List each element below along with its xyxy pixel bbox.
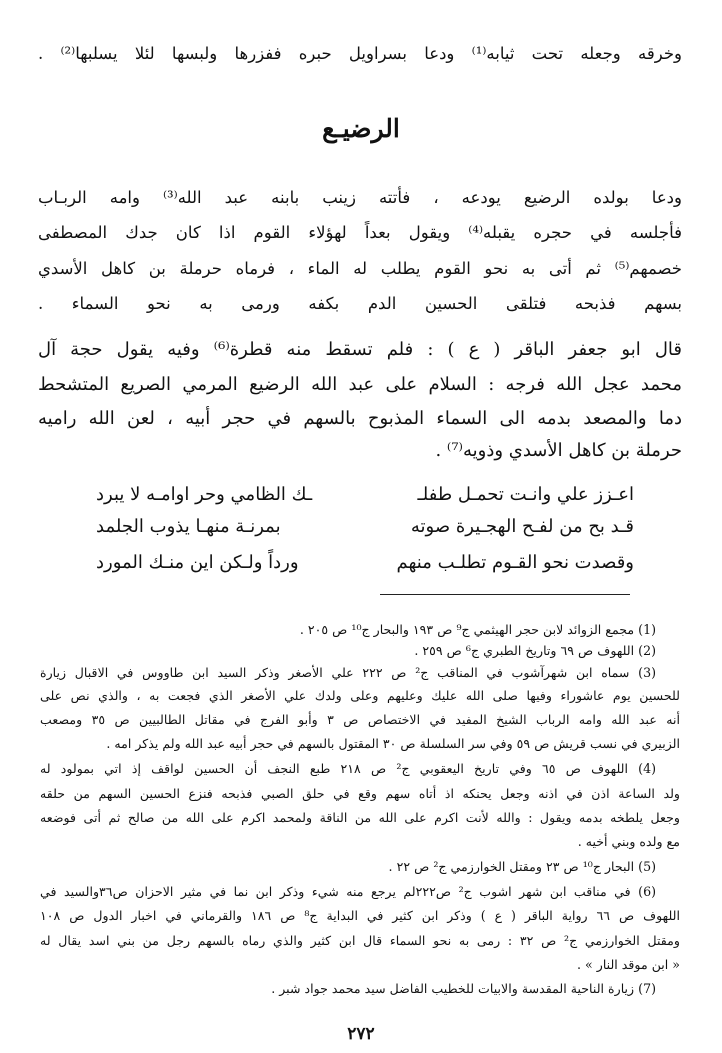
verse-second-hemistich: ورداً ولـكن اين منـك المورد	[96, 552, 299, 573]
page-number: ٢٧٢	[347, 1024, 375, 1044]
footnote-line: للحسين يوم عاشوراء وفيها صلى الله عليك وعليهم وعلى ولدك علي الأصغر الذي فجعت به ، والذي نص على	[40, 688, 680, 703]
verse-second-hemistich: ـك الظامي وحر اوامـه لا يبرد	[96, 484, 313, 505]
footnote-line: (4) اللهوف ص ٦٥ وفي تاريخ اليعقوبي ج² ص ٢١٨ طبع النجف أن الحسين لواقف إذ اتي بمولود له	[40, 761, 657, 776]
verse-first-hemistich: وقصدت نحو القـوم تطلـب منهم	[396, 552, 634, 573]
footnote-line: مع ولده وبني أخيه .	[577, 834, 680, 849]
poem-verse	[96, 484, 634, 505]
footnote-line: الزبيري في نسب قريش ص ٥٩ وفي سر السلسلة ص ٣٠ المقتول بالسهم في حجر أبيه عبد الله ولم يذكر امه .	[106, 736, 680, 751]
paragraph-line: ودعا بولده الرضيع يودعه ، فأتته زينب بابنه عبد الله⁽³⁾ وامه الربـاب	[38, 188, 682, 207]
footnote-line: « ابن موقد النار » .	[577, 957, 680, 972]
paragraph-line: بسهم فذبحه فتلقى الحسين الدم بكفه ورمى به نحو السماء .	[38, 294, 682, 313]
footnote-line: (6) في مناقب ابن شهر اشوب ج² ص٢٢٢لم يرجع منه شيء وذكر ابن نما في مثير الاحزان ص٣٦والسيد في	[40, 884, 656, 899]
poem-verse	[96, 552, 634, 573]
paragraph-line: خصمهم⁽⁵⁾ ثم أتى به نحو القوم يطلب له الماء ، فرماه حرملة بن كاهل الأسدي	[38, 259, 682, 278]
section-title: الرضيـع	[322, 114, 400, 143]
quote-line: محمد عجل الله فرجه : السلام على عبد الله الرضيع المرمي الصريع المتشحط	[38, 374, 682, 395]
footnote-line: (2) اللهوف ص ٦٩ وتاريخ الطبري ج⁶ ص ٢٥٩ .	[414, 643, 656, 658]
verse-first-hemistich: قـد بح من لفـح الهجـيرة صوته	[410, 516, 634, 537]
footnote-line: (3) سماه ابن شهرآشوب في المناقب ج² ص ٢٢٢ علي الأصغر وذكر السيد ابن طاووس في الاقبال زيارة	[40, 665, 656, 680]
continuation-line: وخرقه وجعله تحت ثيابه⁽¹⁾ ودعا بسراويل حبره ففزرها ولبسها لئلا يسلبها⁽²⁾ .	[38, 44, 683, 63]
verse-second-hemistich: بمرنـة منهـا يذوب الجلمد	[96, 516, 281, 537]
footnote-line: (1) مجمع الزوائد لابن حجر الهيثمي ج⁹ ص ١٩٣ والبحار ج¹⁰ ص ٢٠٥ .	[299, 622, 656, 637]
footnote-divider	[380, 594, 630, 595]
quote-line: دما والمصعد بدمه الى السماء المذبوح بالسهم في حجر أبيه ، لعن الله راميه	[38, 408, 682, 429]
quote-line: حرملة بن كاهل الأسدي وذويه⁽⁷⁾ .	[435, 440, 682, 461]
quote-line: قال ابو جعفر الباقر ( ع ) : فلم تسقط منه قطرة⁽⁶⁾ وفيه يقول حجة آل	[38, 339, 682, 360]
footnote-line: وجعل يلطخه بدمه ويقول : والله لأنت اكرم على الله من الناقة ولمحمد اكرم على الله من صالح ثم أتى فوضعه	[40, 810, 680, 825]
footnote-line: ولد الساعة اذن في اذنه وجعل يحنكه اذ أتاه سهم وقع في حلق الصبي فذبحه فنزع الحسين السهم من حلقه	[40, 786, 680, 801]
paragraph-line: فأجلسه في حجره يقبله⁽⁴⁾ ويقول بعداً لهؤلاء القوم اذا كان جدك المصطفى	[38, 223, 682, 242]
footnote-line: (5) البحار ج¹⁰ ص ٢٣ ومقتل الخوارزمي ج² ص ٢٢ .	[388, 859, 656, 874]
poem-verse	[96, 516, 634, 537]
footnote-line: ومقتل الخوارزمي ج² ص ٣٢ : رمى به نحو السماء قال ابن كثير والذي رماه بالسهم رجل من بني اسد يقال له	[40, 933, 680, 948]
footnote-line: اللهوف ص ٦٦ رواية الباقر ( ع ) وذكر ابن كثير في البداية ج⁸ ص ١٨٦ والقرماني في اخبار الدول ص ١٠٨	[40, 908, 680, 923]
verse-first-hemistich: اعـزز علي وانـت تحمـل طفلـ	[417, 484, 634, 505]
footnote-line: أنه عبد الله وامه الرباب الشيخ المفيد في الاختصاص ص ٣ وأبو الفرج في مقاتل الطالبيين ص ٣٥ ومصعب	[40, 712, 680, 727]
footnote-line: (7) زيارة الناحية المقدسة والابيات للخطيب الفاضل سيد محمد جواد شبر .	[271, 981, 656, 996]
